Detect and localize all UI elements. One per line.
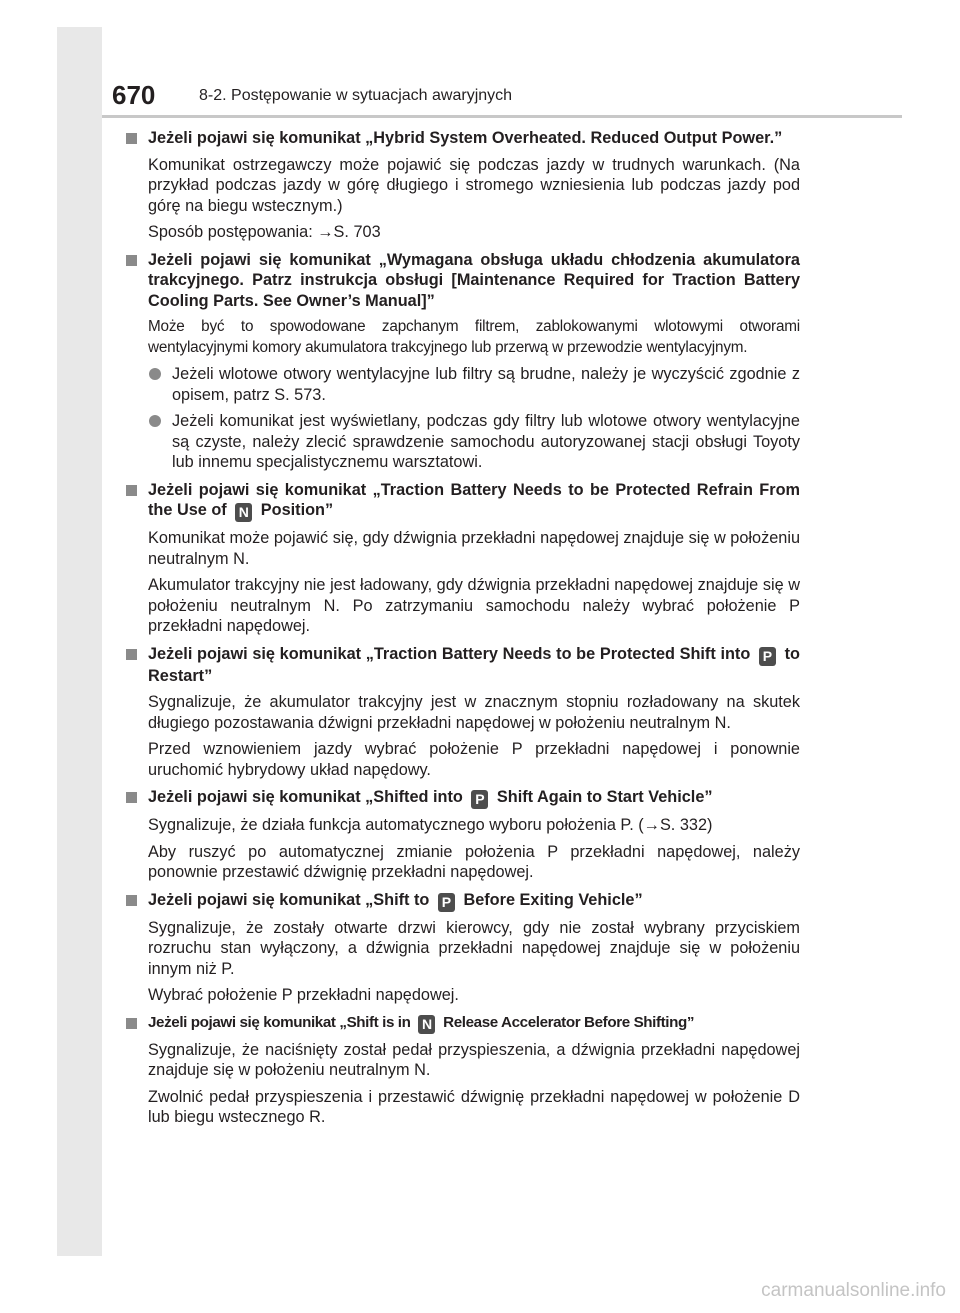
section-heading: Jeżeli pojawi się komunikat „Hybrid System Overheated. Reduced Output Power.”: [148, 129, 783, 147]
paragraph: Przed wznowieniem jazdy wybrać położenie P przekładni napędowej i ponownie uruchomić hybrydowy układ napędowy.: [148, 740, 800, 779]
section-marker-icon: [126, 485, 137, 496]
paragraph: Komunikat może pojawić się, gdy dźwignia przekładni napędowej znajduje się w położeniu neutralnym N.: [148, 529, 800, 568]
heading-text: Jeżeli pojawi się komunikat „Shift to: [148, 890, 430, 909]
heading-text: Jeżeli pojawi się komunikat „Shifted into: [148, 788, 463, 806]
bullet-dot-icon: [149, 415, 161, 427]
heading-text: Position”: [260, 501, 334, 519]
paragraph: Sygnalizuje, że zostały otwarte drzwi kierowcy, gdy nie został wybrany przyciskiem rozruchu stan wyłączony, a dźwignia przekładni napędowej znajduje się w położeniu innym niż P.: [148, 918, 800, 978]
section-hybrid-overheated: [124, 128, 800, 243]
section-marker-icon: [126, 255, 137, 266]
page-side-band: [57, 27, 102, 1256]
section-marker-icon: [126, 792, 137, 803]
bullet-item: [148, 411, 800, 473]
section-marker-icon: [126, 1018, 137, 1029]
paragraph: Sygnalizuje, że naciśnięty został pedał przyspieszenia, a dźwignia przekładni napędowej znajduje się w położeniu neutralnym N.: [148, 1040, 800, 1079]
chapter-title: 8-2. Postępowanie w sytuacjach awaryjnych: [199, 87, 513, 104]
paragraph: Akumulator trakcyjny nie jest ładowany, gdy dźwignia przekładni napędowej znajduje się w położeniu neutralnym N. Po zatrzymaniu samochodu należy wybrać położenie P przekładni napędowej.: [148, 576, 800, 635]
section-release-accelerator: [124, 1013, 800, 1128]
gear-p-icon: P: [759, 647, 776, 666]
paragraph: Zwolnić pedał przyspieszenia i przestawić dźwignię przekładni napędowej w położenie D lub biegu wstecznego R.: [148, 1087, 800, 1126]
section-shift-before-exit: [124, 890, 800, 1006]
gear-p-icon: P: [438, 893, 455, 912]
bullet-item: [148, 364, 800, 405]
bullet-dot-icon: [149, 368, 161, 380]
section-marker-icon: [126, 895, 137, 906]
section-heading: [148, 644, 800, 687]
gear-p-icon: P: [471, 790, 488, 809]
section-marker-icon: [126, 649, 137, 660]
section-heading: [148, 480, 800, 523]
paragraph: Aby ruszyć po automatycznej zmianie położenia P przekładni napędowej, należy ponownie przestawić dźwignię przekładni napędowej.: [148, 842, 800, 881]
header-rule: [102, 115, 902, 118]
heading-text: Jeżeli pojawi się komunikat „Shift is in: [148, 1013, 411, 1031]
paragraph: Może być to spowodowane zapchanym filtrem, zablokowanymi wlotowymi otworami wentylacyjnymi komory akumulatora trakcyjnego lub przerwą w przewodzie wentylacyjnym.: [148, 318, 800, 356]
section-heading: [148, 1013, 800, 1034]
paragraph: Wybrać położenie P przekładni napędowej.: [148, 986, 459, 1004]
page-number: 670: [112, 80, 156, 110]
paragraph: Komunikat ostrzegawczy może pojawić się podczas jazdy w trudnych warunkach. (Na przykład podczas jazdy w górę długiego i stromego wzniesienia lub podczas jazdy pod górę na biegu wstecznym.): [148, 155, 800, 215]
section-heading: Jeżeli pojawi się komunikat „Wymagana obsługa układu chłodzenia akumulatora trakcyjnego. Patrz instrukcja obsługi [Maintenance Required for Traction Battery Cooling Parts. See Owner’s Manual]”: [148, 250, 800, 310]
section-refrain-neutral: [124, 480, 800, 637]
paragraph: Sposób postępowania: →S. 703: [148, 223, 381, 241]
section-shift-restart: [124, 644, 800, 781]
section-marker-icon: [126, 133, 137, 144]
paragraph: Sygnalizuje, że akumulator trakcyjny jest w znacznym stopniu rozładowany na skutek długiego pozostawania dźwigni przekładni napędowej w położeniu neutralnym N.: [148, 693, 800, 732]
gear-n-icon: N: [235, 503, 252, 522]
heading-text: Release Accelerator Before Shifting”: [443, 1013, 695, 1031]
section-shifted-into-p: [124, 787, 800, 883]
heading-text: Shift Again to Start Vehicle”: [496, 788, 713, 806]
heading-text: Before Exiting Vehicle”: [463, 890, 643, 909]
bullet-text: Jeżeli komunikat jest wyświetlany, podczas gdy filtry lub wlotowe otwory wentylacyjne są czyste, należy zlecić sprawdzenie samochodu autoryzowanej stacji obsługi Toyoty lub innemu specjalistycznemu warsztatowi.: [172, 412, 800, 471]
heading-text: Jeżeli pojawi się komunikat „Traction Battery Needs to be Protected Shift into: [148, 644, 751, 663]
manual-content: [124, 128, 800, 1135]
watermark-text: carmanualsonline.info: [761, 1280, 946, 1301]
paragraph: Sygnalizuje, że działa funkcja automatycznego wyboru położenia P. (→S. 332): [148, 816, 713, 834]
gear-n-icon: N: [418, 1015, 435, 1034]
bullet-text: Jeżeli wlotowe otwory wentylacyjne lub filtry są brudne, należy je wyczyścić zgodnie z opisem, patrz S. 573.: [172, 365, 800, 404]
section-heading: [148, 787, 800, 809]
section-battery-cooling: [124, 250, 800, 473]
section-heading: [148, 890, 800, 912]
heading-text: to Restart”: [148, 644, 800, 685]
heading-text: Jeżeli pojawi się komunikat „Traction Battery Needs to be Protected Refrain From the Use of: [148, 480, 800, 519]
